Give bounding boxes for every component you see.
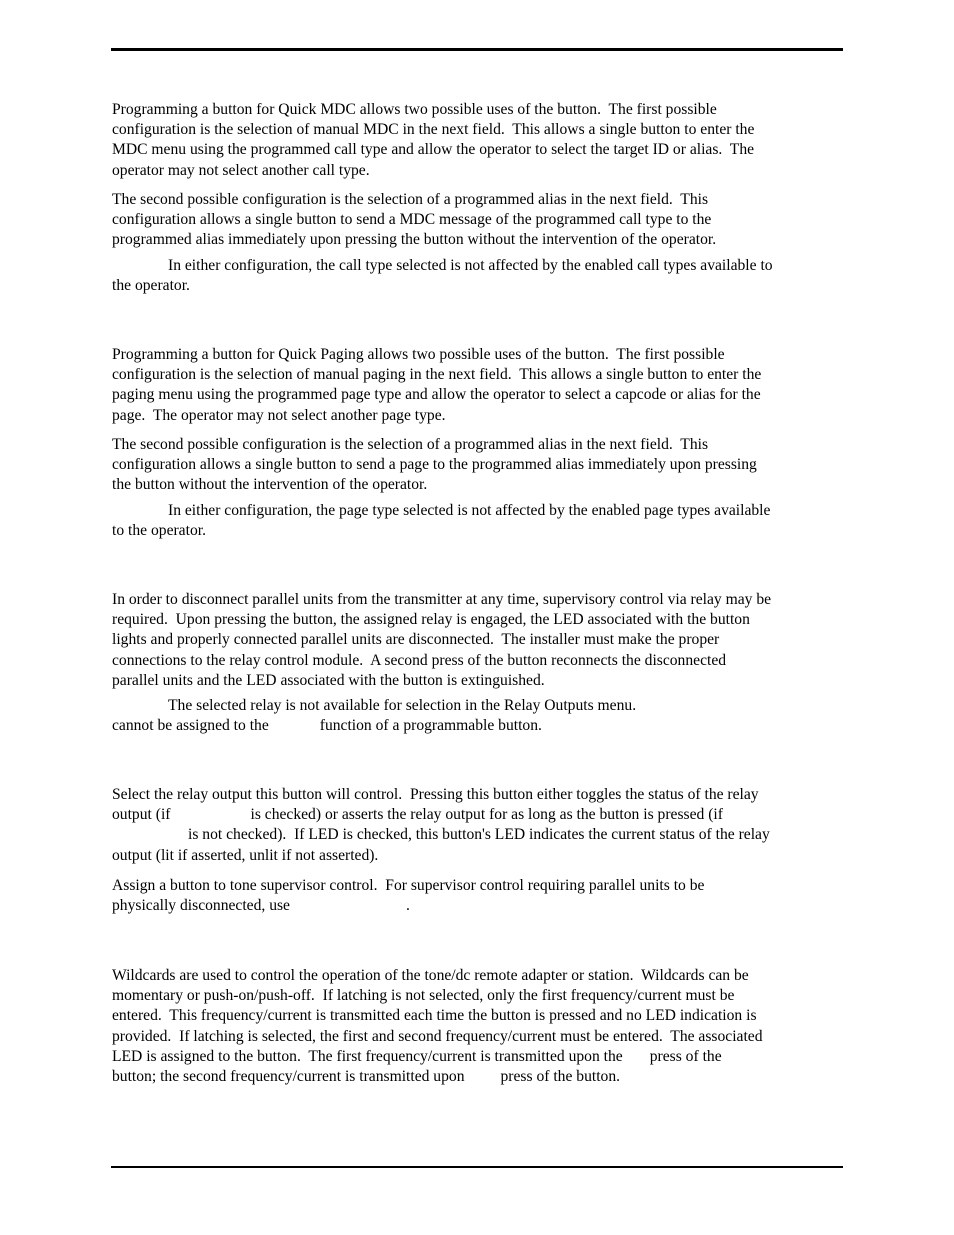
quick-paging-note <box>112 501 852 541</box>
text-line: to the operator. <box>112 522 206 540</box>
text-line <box>112 501 852 521</box>
text-line: Select the relay output this button will control. Pressing this button either toggles the status of the relay <box>112 786 759 803</box>
text-line: configuration allows a single button to send a MDC message of the programmed call type to the <box>112 211 712 229</box>
text-line: The second possible configuration is the selection of a programmed alias in the next field. This <box>112 436 709 453</box>
text-line: Wildcards are used to control the operation of the tone/dc remote adapter or station. Wildcards can be <box>112 967 749 984</box>
text-line <box>112 256 852 276</box>
parallel-disconnect-paragraph <box>112 590 852 691</box>
text-line <box>112 716 852 736</box>
text-line: entered. This frequency/current is transmitted each time the button is pressed and no LED indication is <box>112 1007 757 1025</box>
text-line <box>112 1047 852 1067</box>
text-line: programmed alias immediately upon pressing the button without the intervention of the operator. <box>112 231 717 249</box>
quick-paging-paragraph-2 <box>112 435 852 496</box>
relay-output-paragraph <box>112 785 852 866</box>
footer-rule <box>111 1166 843 1168</box>
text-line: page. The operator may not select another page type. <box>112 406 446 424</box>
note-text: In either configuration, the page type selected is not affected by the enabled page types available <box>168 502 771 519</box>
text-line: momentary or push-on/push-off. If latching is not selected, only the first frequency/current must be <box>112 987 735 1005</box>
text-line: the operator. <box>112 277 190 295</box>
text-line: Programming a button for Quick MDC allows two possible uses of the button. The first possible <box>112 101 717 118</box>
text-line: MDC menu using the programmed call type and allow the operator to select the target ID or alias. The <box>112 141 755 159</box>
text-segment: physically disconnected, use <box>112 897 290 915</box>
text-line: configuration is the selection of manual paging in the next field. This allows a single button to enter the <box>112 366 762 384</box>
wildcards-paragraph <box>112 966 852 1087</box>
text-line: configuration is the selection of manual MDC in the next field. This allows a single button to enter the <box>112 121 755 139</box>
text-line: In order to disconnect parallel units from the transmitter at any time, supervisory control via relay may be <box>112 591 772 608</box>
text-segment: press of the <box>649 1047 722 1065</box>
text-line <box>112 825 852 845</box>
quick-mdc-note <box>112 256 852 296</box>
text-line: required. Upon pressing the button, the assigned relay is engaged, the LED associated with the button <box>112 611 750 629</box>
tone-supervisor-paragraph <box>112 876 852 916</box>
text-line: the button without the intervention of the operator. <box>112 476 428 494</box>
text-segment: press of the button. <box>500 1068 621 1086</box>
text-segment: button; the second frequency/current is transmitted upon <box>112 1068 465 1086</box>
text-line: connections to the relay control module. A second press of the button reconnects the disconnected <box>112 651 727 669</box>
text-line <box>112 896 852 916</box>
note-text: In either configuration, the call type selected is not affected by the enabled call types available to <box>168 257 773 274</box>
text-line: Programming a button for Quick Paging allows two possible uses of the button. The first possible <box>112 346 725 363</box>
text-segment: output (if <box>112 806 171 824</box>
text-line: paging menu using the programmed page type and allow the operator to select a capcode or alias for the <box>112 386 761 404</box>
text-line: Assign a button to tone supervisor control. For supervisor control requiring parallel units to be <box>112 877 705 894</box>
text-segment: LED is assigned to the button. The first frequency/current is transmitted upon the <box>112 1047 623 1065</box>
text-segment: . <box>405 897 410 915</box>
note-text: The selected relay is not available for selection in the Relay Outputs menu. <box>168 697 637 714</box>
text-segment: is checked) or asserts the relay output for as long as the button is pressed (if <box>250 806 723 824</box>
text-line: provided. If latching is selected, the first and second frequency/current must be entered. The associated <box>112 1027 763 1045</box>
note-text: cannot be assigned to the <box>112 717 269 735</box>
quick-mdc-paragraph-1 <box>112 100 852 181</box>
quick-mdc-paragraph-2 <box>112 190 852 251</box>
text-line: The second possible configuration is the selection of a programmed alias in the next field. This <box>112 191 709 208</box>
header-rule <box>111 48 843 51</box>
text-line: lights and properly connected parallel units are disconnected. The installer must make the proper <box>112 631 720 649</box>
parallel-disconnect-note <box>112 696 852 736</box>
text-line <box>112 696 852 716</box>
text-line: configuration allows a single button to send a page to the programmed alias immediately upon pressing <box>112 456 757 474</box>
text-segment: is not checked). If LED is checked, this button's LED indicates the current status of the relay <box>188 826 770 844</box>
text-line <box>112 805 852 825</box>
text-line: operator may not select another call type. <box>112 161 370 179</box>
text-line: output (lit if asserted, unlit if not asserted). <box>112 846 379 864</box>
text-line: parallel units and the LED associated with the button is extinguished. <box>112 671 545 689</box>
quick-paging-paragraph-1 <box>112 345 852 426</box>
note-text: function of a programmable button. <box>319 717 542 735</box>
text-line <box>112 1067 852 1087</box>
